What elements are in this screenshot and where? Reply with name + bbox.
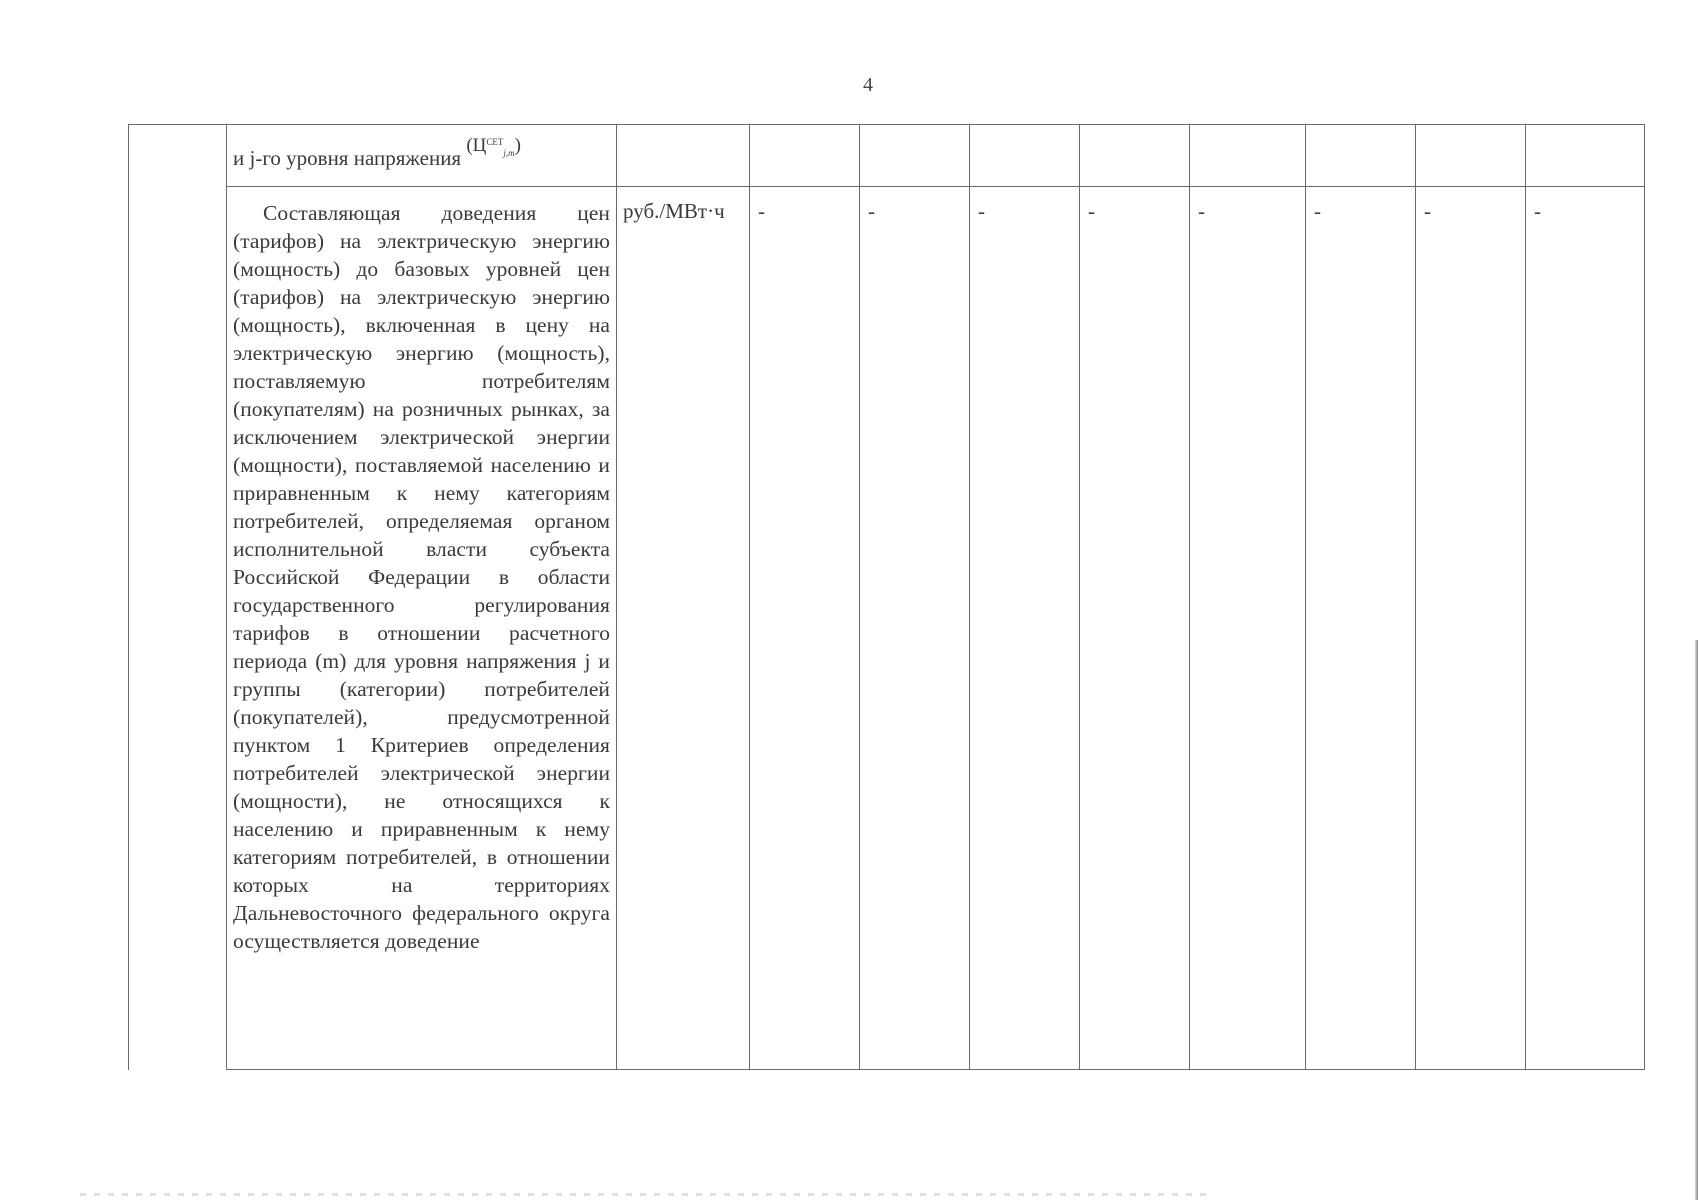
value-dash: - (1314, 199, 1321, 223)
unit-text: руб./МВт·ч (623, 199, 725, 223)
unit-cell (617, 187, 750, 1070)
table-row (129, 187, 1645, 1070)
value-cell (1190, 125, 1306, 187)
value-dash: - (1534, 199, 1541, 223)
row-number-cell (129, 125, 227, 1070)
value-dash: - (868, 199, 875, 223)
value-cell (860, 125, 970, 187)
value-cell (750, 187, 860, 1070)
formula-base: (Ц (466, 135, 487, 156)
scan-artifact (80, 1193, 1210, 1196)
value-cell (1080, 125, 1190, 187)
value-cell (970, 125, 1080, 187)
value-cell (860, 187, 970, 1070)
value-cell (1306, 187, 1416, 1070)
formula (466, 135, 521, 156)
value-dash: - (758, 199, 765, 223)
unit-cell (617, 125, 750, 187)
value-cell (1526, 187, 1645, 1070)
value-cell (1416, 125, 1526, 187)
indicator-cell (227, 125, 617, 187)
value-cell (750, 125, 860, 187)
value-dash: - (1424, 199, 1431, 223)
tariff-table (128, 124, 1645, 1070)
value-cell (1190, 187, 1306, 1070)
indicator-text: и j-го уровня напряжения (233, 146, 462, 170)
formula-close: ) (514, 135, 521, 156)
value-dash: - (1088, 199, 1095, 223)
description-text: Составляющая доведения цен (тарифов) на электрическую энергию (мощность) до базовых уровней цен (тарифов) на электрическую энергию (мощность), включенная в цену на электрическую энергию (мощность), поставляемую потребителям (покупателям) на розничных рынках, за исключением электрической энергии (мощности), поставляемой населению и приравненным к нему категориям потребителей, определяемая органом исполнительной власти субъекта Российской Федерации в области государственного регулирования тарифов в отношении расчетного периода (m) для уровня напряжения j и группы (категории) потребителей (покупателей), предусмотренной пунктом 1 Критериев определения потребителей электрической энергии (мощности), не относящихся к населению и приравненным к нему категориям потребителей, в отношении которых на территориях Дальневосточного федерального округа осуществляется доведение (233, 201, 610, 953)
value-dash: - (978, 199, 985, 223)
value-dash: - (1198, 199, 1205, 223)
description-cell (227, 187, 617, 1070)
value-cell (970, 187, 1080, 1070)
value-cell (1080, 187, 1190, 1070)
formula-sup: СЕТ (486, 137, 504, 147)
page-number: 4 (863, 74, 873, 96)
formula-sub: j,m (503, 147, 515, 158)
value-cell (1306, 125, 1416, 187)
value-cell (1526, 125, 1645, 187)
table-row (129, 125, 1645, 187)
value-cell (1416, 187, 1526, 1070)
